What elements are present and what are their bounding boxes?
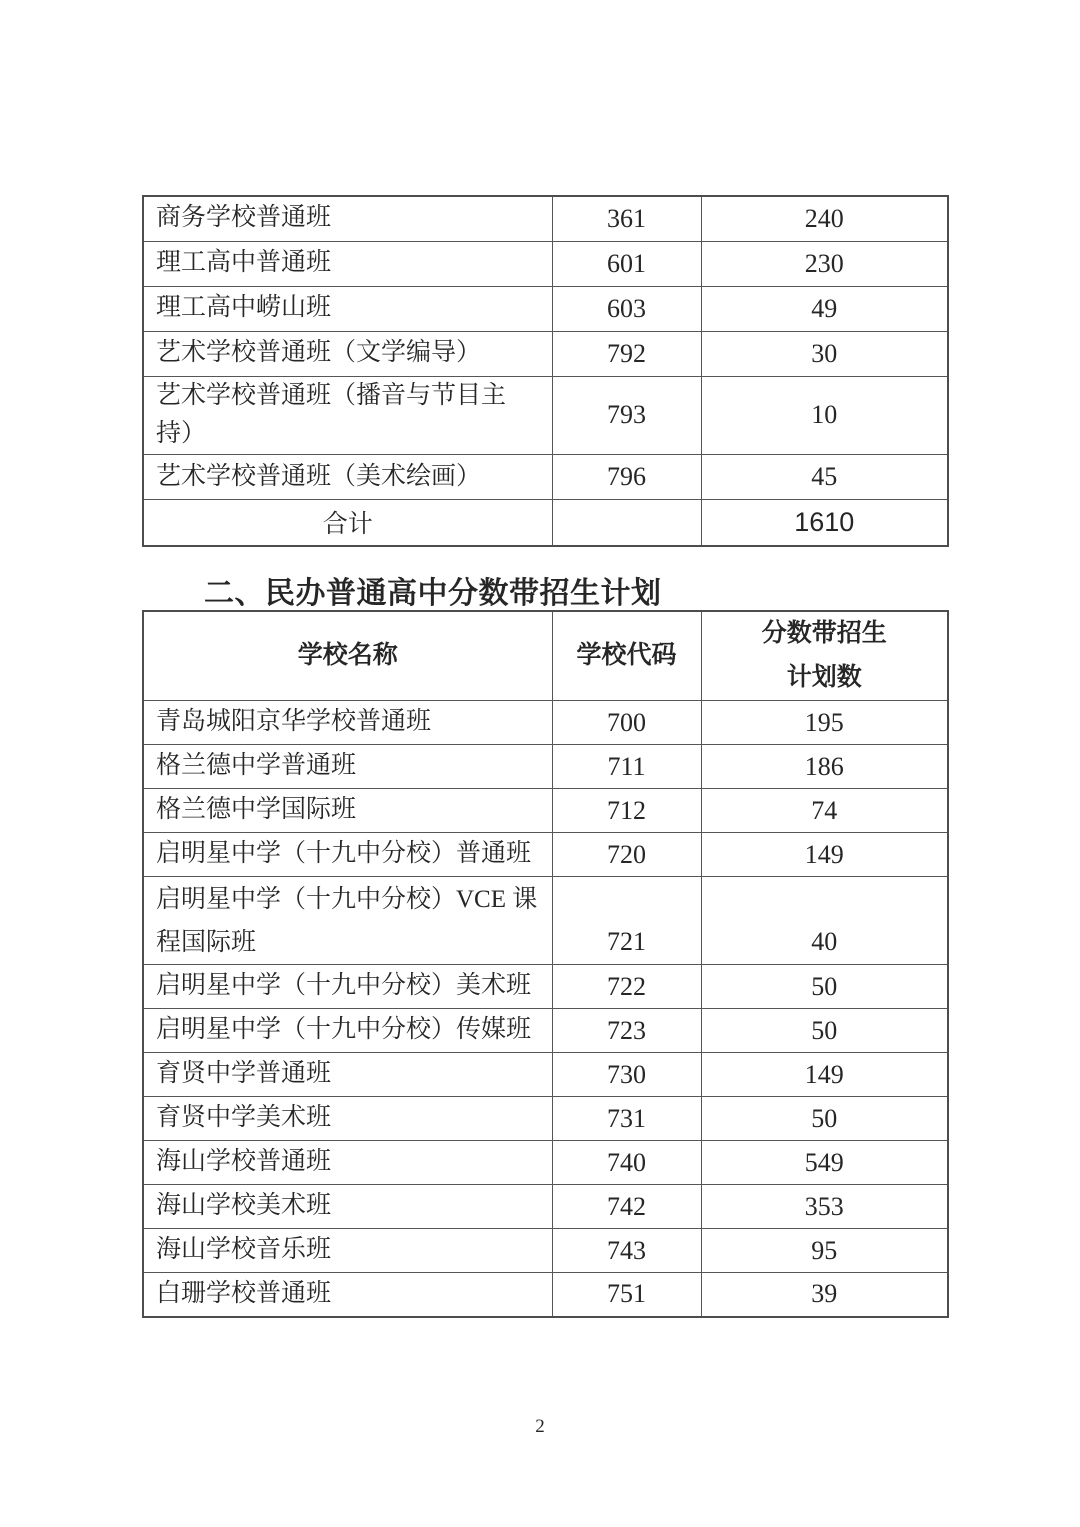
table-row [143, 833, 948, 877]
school-name-cell: 青岛城阳京华学校普通班 [143, 701, 552, 745]
school-name-cell: 白珊学校普通班 [143, 1273, 552, 1317]
school-code-cell: 792 [552, 331, 701, 376]
school-code-cell: 712 [552, 789, 701, 833]
school-name-cell: 育贤中学美术班 [143, 1097, 552, 1141]
school-name-cell: 启明星中学（十九中分校）普通班 [143, 833, 552, 877]
school-name-cell: 启明星中学（十九中分校）传媒班 [143, 1009, 552, 1053]
school-name-cell: 格兰德中学普通班 [143, 745, 552, 789]
plan-count-cell: 49 [701, 286, 948, 331]
school-name-cell: 海山学校音乐班 [143, 1229, 552, 1273]
table-row [143, 1185, 948, 1229]
school-name-cell: 艺术学校普通班（美术绘画） [143, 455, 552, 500]
plan-count-cell: 240 [701, 196, 948, 241]
table-row [143, 877, 948, 965]
school-code-cell: 711 [552, 745, 701, 789]
school-code-cell: 603 [552, 286, 701, 331]
private-school-plan-table [142, 610, 949, 1318]
school-code-cell: 723 [552, 1009, 701, 1053]
table-header-row [143, 611, 948, 701]
school-name-cell: 艺术学校普通班（文学编导） [143, 331, 552, 376]
table-row [143, 241, 948, 286]
school-code-cell: 743 [552, 1229, 701, 1273]
school-code-cell: 361 [552, 196, 701, 241]
plan-count-cell: 39 [701, 1273, 948, 1317]
table-row [143, 965, 948, 1009]
table-row [143, 1141, 948, 1185]
school-name-cell: 理工高中普通班 [143, 241, 552, 286]
table-row [143, 1009, 948, 1053]
header-plan-count [701, 611, 948, 701]
table-row [143, 196, 948, 241]
table-row [143, 455, 948, 500]
section-heading: 二、民办普通高中分数带招生计划 [204, 577, 662, 610]
school-name-cell: 理工高中崂山班 [143, 286, 552, 331]
table-row [143, 1229, 948, 1273]
plan-count-cell: 10 [701, 376, 948, 455]
school-name-cell: 启明星中学（十九中分校）VCE 课程国际班 [143, 877, 552, 965]
total-value-cell: 1610 [701, 500, 948, 546]
school-name-cell: 育贤中学普通班 [143, 1053, 552, 1097]
table-row [143, 331, 948, 376]
school-code-cell: 601 [552, 241, 701, 286]
table-row [143, 789, 948, 833]
plan-count-cell: 353 [701, 1185, 948, 1229]
plan-count-cell: 549 [701, 1141, 948, 1185]
school-name-cell: 商务学校普通班 [143, 196, 552, 241]
plan-count-cell: 230 [701, 241, 948, 286]
school-code-cell: 793 [552, 376, 701, 455]
school-code-cell: 700 [552, 701, 701, 745]
table-row [143, 701, 948, 745]
school-code-cell: 751 [552, 1273, 701, 1317]
school-code-cell: 720 [552, 833, 701, 877]
total-code-cell [552, 500, 701, 546]
plan-count-cell: 195 [701, 701, 948, 745]
table-row [143, 745, 948, 789]
total-label-cell: 合计 [143, 500, 552, 546]
total-row [143, 500, 948, 546]
plan-count-cell: 40 [701, 877, 948, 965]
school-name-cell: 启明星中学（十九中分校）美术班 [143, 965, 552, 1009]
header-school-code: 学校代码 [552, 611, 701, 701]
plan-count-cell: 149 [701, 833, 948, 877]
school-code-cell: 740 [552, 1141, 701, 1185]
school-name-cell: 海山学校普通班 [143, 1141, 552, 1185]
school-code-cell: 730 [552, 1053, 701, 1097]
table-row [143, 1273, 948, 1317]
plan-count-cell: 50 [701, 965, 948, 1009]
school-code-cell: 721 [552, 877, 701, 965]
plan-count-cell: 50 [701, 1009, 948, 1053]
plan-count-cell: 74 [701, 789, 948, 833]
header-plan-line2: 计划数 [786, 664, 862, 691]
plan-count-cell: 95 [701, 1229, 948, 1273]
plan-count-cell: 149 [701, 1053, 948, 1097]
public-school-plan-table [142, 195, 949, 547]
school-code-cell: 796 [552, 455, 701, 500]
plan-count-cell: 30 [701, 331, 948, 376]
school-code-cell: 722 [552, 965, 701, 1009]
school-name-cell: 艺术学校普通班（播音与节目主持） [143, 376, 552, 455]
table-row [143, 376, 948, 455]
plan-count-cell: 50 [701, 1097, 948, 1141]
table-row [143, 286, 948, 331]
school-code-cell: 742 [552, 1185, 701, 1229]
page-number: 2 [535, 1416, 545, 1437]
header-plan-line1: 分数带招生 [761, 620, 887, 647]
table-row [143, 1097, 948, 1141]
school-name-cell: 格兰德中学国际班 [143, 789, 552, 833]
school-code-cell: 731 [552, 1097, 701, 1141]
school-name-cell: 海山学校美术班 [143, 1185, 552, 1229]
table-row [143, 1053, 948, 1097]
plan-count-cell: 45 [701, 455, 948, 500]
plan-count-cell: 186 [701, 745, 948, 789]
header-school-name: 学校名称 [143, 611, 552, 701]
